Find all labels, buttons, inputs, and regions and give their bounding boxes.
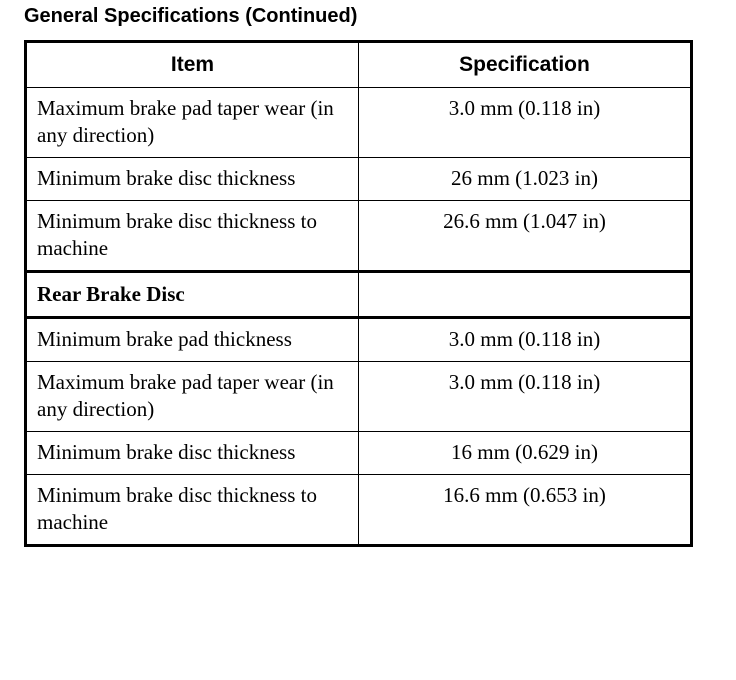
column-header-specification-label: Specification — [459, 53, 590, 76]
table-cell-specification — [359, 201, 692, 272]
specification-text: 16 mm (0.629 in) — [451, 440, 598, 464]
item-text: Minimum brake disc thickness — [37, 166, 296, 190]
column-header-item-label: Item — [170, 53, 215, 76]
table-cell-item — [26, 432, 359, 475]
table-row — [26, 201, 692, 272]
table-cell-specification — [359, 432, 692, 475]
table-cell-section-blank — [359, 272, 692, 318]
table-cell-item — [26, 158, 359, 201]
item-text: Minimum brake pad thickness — [37, 327, 292, 351]
specification-text: 26 mm (1.023 in) — [451, 166, 598, 190]
specification-text: 3.0 mm (0.118 in) — [448, 96, 601, 120]
table-header — [26, 42, 692, 88]
item-text: Minimum brake disc thickness to machine — [37, 483, 317, 534]
item-text: Minimum brake disc thickness to machine — [37, 209, 317, 260]
table-section-row — [26, 272, 692, 318]
specification-text: 26.6 mm (1.047 in) — [443, 209, 606, 233]
specifications-table-container — [24, 40, 690, 547]
table-header-row — [26, 42, 692, 88]
table-cell-specification — [359, 475, 692, 546]
table-cell-specification — [359, 318, 692, 362]
item-text: Maximum brake pad taper wear (in any direction) — [37, 370, 334, 421]
table-row — [26, 362, 692, 432]
section-heading-text: Rear Brake Disc — [37, 282, 185, 306]
table-row — [26, 432, 692, 475]
specification-text: 3.0 mm (0.118 in) — [448, 327, 601, 351]
table-cell-section-heading — [26, 272, 359, 318]
document-page — [0, 4, 736, 680]
column-header-item — [26, 42, 359, 88]
table-cell-specification — [359, 362, 692, 432]
specification-text: 16.6 mm (0.653 in) — [443, 483, 606, 507]
table-cell-item — [26, 318, 359, 362]
table-row — [26, 88, 692, 158]
table-cell-item — [26, 362, 359, 432]
item-text: Maximum brake pad taper wear (in any direction) — [37, 96, 334, 147]
column-header-specification — [359, 42, 692, 88]
table-row — [26, 318, 692, 362]
table-cell-item — [26, 201, 359, 272]
section-blank-text — [359, 273, 690, 288]
page-title: General Specifications (Continued) — [24, 5, 358, 27]
specification-text: 3.0 mm (0.118 in) — [448, 370, 601, 394]
table-cell-specification — [359, 158, 692, 201]
table-cell-item — [26, 475, 359, 546]
table-cell-item — [26, 88, 359, 158]
table-row — [26, 475, 692, 546]
table-row — [26, 158, 692, 201]
specifications-table — [24, 40, 693, 547]
item-text: Minimum brake disc thickness — [37, 440, 296, 464]
table-cell-specification — [359, 88, 692, 158]
table-body — [26, 88, 692, 546]
